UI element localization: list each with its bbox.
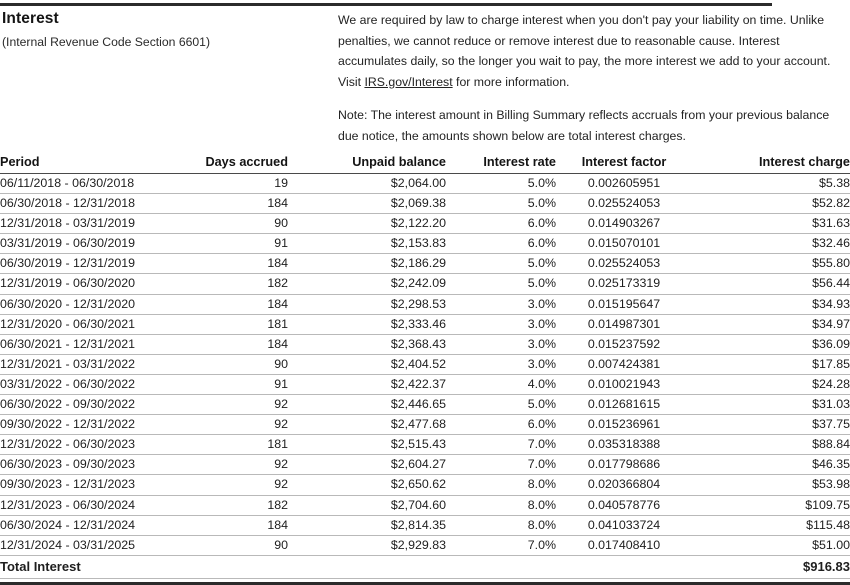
page-title: Interest [2, 10, 59, 27]
cell-days-accrued: 92 [196, 475, 288, 495]
cell-period: 06/30/2021 - 12/31/2021 [0, 334, 196, 354]
cell-days-accrued: 184 [196, 254, 288, 274]
cell-interest-rate: 7.0% [446, 455, 556, 475]
cell-days-accrued: 182 [196, 274, 288, 294]
cell-unpaid-balance: $2,404.52 [288, 354, 446, 374]
cell-period: 06/30/2023 - 09/30/2023 [0, 455, 196, 475]
explanation-text-part-one: We are required by law to charge interest when you don't pay your liability on time. Unlike penalties, we cannot reduce or remove interest due to reasonable cause. Interest accumulates daily, so the longer you wait to pay, the more interest we add to your account. Visit [338, 13, 831, 89]
cell-interest-charge: $34.97 [692, 314, 850, 334]
cell-period: 12/31/2021 - 03/31/2022 [0, 354, 196, 374]
cell-interest-charge: $17.85 [692, 354, 850, 374]
cell-interest-rate: 3.0% [446, 294, 556, 314]
table-row [0, 254, 850, 274]
table-row [0, 214, 850, 234]
explanatory-text-block [338, 10, 846, 146]
irs-interest-link[interactable]: IRS.gov/Interest [364, 74, 453, 89]
cell-unpaid-balance: $2,650.62 [288, 475, 446, 495]
cell-interest-rate: 5.0% [446, 194, 556, 214]
cell-days-accrued: 90 [196, 214, 288, 234]
cell-interest-rate: 5.0% [446, 395, 556, 415]
cell-days-accrued: 184 [196, 194, 288, 214]
column-header-interest-factor: Interest factor [556, 152, 692, 174]
cell-interest-factor: 0.025173319 [556, 274, 692, 294]
cell-interest-factor: 0.017798686 [556, 455, 692, 475]
cell-period: 12/31/2024 - 03/31/2025 [0, 535, 196, 555]
cell-interest-factor: 0.012681615 [556, 395, 692, 415]
cell-days-accrued: 184 [196, 334, 288, 354]
column-header-interest-charge: Interest charge [692, 152, 850, 174]
cell-days-accrued: 19 [196, 174, 288, 194]
cell-unpaid-balance: $2,368.43 [288, 334, 446, 354]
cell-unpaid-balance: $2,929.83 [288, 535, 446, 555]
billing-summary-note-paragraph: Note: The interest amount in Billing Summary reflects accruals from your previous balance due notice, the amounts shown below are total interest charges. [338, 108, 830, 143]
cell-days-accrued: 91 [196, 234, 288, 254]
cell-unpaid-balance: $2,186.29 [288, 254, 446, 274]
table-row [0, 174, 850, 194]
table-row [0, 234, 850, 254]
cell-days-accrued: 181 [196, 435, 288, 455]
table-row [0, 495, 850, 515]
cell-interest-factor: 0.015195647 [556, 294, 692, 314]
cell-period: 09/30/2022 - 12/31/2022 [0, 415, 196, 435]
table-row [0, 374, 850, 394]
cell-period: 12/31/2018 - 03/31/2019 [0, 214, 196, 234]
table-row [0, 334, 850, 354]
interest-header-section [0, 10, 850, 145]
cell-interest-rate: 4.0% [446, 374, 556, 394]
cell-interest-charge: $31.63 [692, 214, 850, 234]
cell-interest-rate: 7.0% [446, 435, 556, 455]
cell-interest-factor: 0.025524053 [556, 254, 692, 274]
cell-interest-charge: $53.98 [692, 475, 850, 495]
table-row [0, 274, 850, 294]
cell-interest-charge: $51.00 [692, 535, 850, 555]
cell-interest-rate: 5.0% [446, 174, 556, 194]
total-interest-row [0, 555, 850, 578]
cell-unpaid-balance: $2,515.43 [288, 435, 446, 455]
table-row [0, 515, 850, 535]
cell-interest-charge: $55.80 [692, 254, 850, 274]
column-header-unpaid-balance: Unpaid balance [288, 152, 446, 174]
cell-days-accrued: 181 [196, 314, 288, 334]
cell-interest-factor: 0.015236961 [556, 415, 692, 435]
cell-interest-rate: 3.0% [446, 314, 556, 334]
cell-unpaid-balance: $2,069.38 [288, 194, 446, 214]
cell-period: 06/11/2018 - 06/30/2018 [0, 174, 196, 194]
cell-interest-rate: 8.0% [446, 475, 556, 495]
table-row [0, 395, 850, 415]
cell-period: 06/30/2018 - 12/31/2018 [0, 194, 196, 214]
table-row [0, 415, 850, 435]
cell-interest-factor: 0.017408410 [556, 535, 692, 555]
table-row [0, 475, 850, 495]
cell-days-accrued: 90 [196, 535, 288, 555]
cell-days-accrued: 184 [196, 515, 288, 535]
cell-interest-charge: $36.09 [692, 334, 850, 354]
cell-unpaid-balance: $2,153.83 [288, 234, 446, 254]
cell-interest-factor: 0.010021943 [556, 374, 692, 394]
cell-interest-factor: 0.014987301 [556, 314, 692, 334]
cell-interest-charge: $5.38 [692, 174, 850, 194]
cell-days-accrued: 90 [196, 354, 288, 374]
cell-interest-factor: 0.007424381 [556, 354, 692, 374]
cell-days-accrued: 92 [196, 395, 288, 415]
cell-unpaid-balance: $2,704.60 [288, 495, 446, 515]
cell-interest-charge: $34.93 [692, 294, 850, 314]
cell-period: 03/31/2019 - 06/30/2019 [0, 234, 196, 254]
cell-unpaid-balance: $2,242.09 [288, 274, 446, 294]
cell-interest-rate: 5.0% [446, 254, 556, 274]
cell-interest-factor: 0.002605951 [556, 174, 692, 194]
cell-interest-charge: $115.48 [692, 515, 850, 535]
cell-days-accrued: 184 [196, 294, 288, 314]
cell-unpaid-balance: $2,298.53 [288, 294, 446, 314]
cell-interest-factor: 0.035318388 [556, 435, 692, 455]
cell-interest-factor: 0.015237592 [556, 334, 692, 354]
cell-interest-rate: 8.0% [446, 515, 556, 535]
cell-interest-rate: 7.0% [446, 535, 556, 555]
cell-period: 12/31/2020 - 06/30/2021 [0, 314, 196, 334]
cell-interest-charge: $32.46 [692, 234, 850, 254]
cell-interest-charge: $37.75 [692, 415, 850, 435]
cell-interest-rate: 8.0% [446, 495, 556, 515]
cell-days-accrued: 92 [196, 415, 288, 435]
table-row [0, 535, 850, 555]
cell-period: 06/30/2022 - 09/30/2022 [0, 395, 196, 415]
table-body [0, 174, 850, 579]
table-row [0, 294, 850, 314]
total-interest-amount: $916.83 [692, 555, 850, 578]
explanation-text-part-two: for more information. [452, 74, 570, 89]
interest-table-container [0, 152, 850, 579]
section-subtitle: (Internal Revenue Code Section 6601) [2, 35, 210, 49]
cell-period: 06/30/2019 - 12/31/2019 [0, 254, 196, 274]
column-header-days-accrued: Days accrued [196, 152, 288, 174]
column-header-interest-rate: Interest rate [446, 152, 556, 174]
cell-unpaid-balance: $2,422.37 [288, 374, 446, 394]
cell-interest-rate: 3.0% [446, 334, 556, 354]
cell-period: 12/31/2019 - 06/30/2020 [0, 274, 196, 294]
cell-interest-factor: 0.020366804 [556, 475, 692, 495]
cell-interest-factor: 0.041033724 [556, 515, 692, 535]
cell-period: 09/30/2023 - 12/31/2023 [0, 475, 196, 495]
cell-interest-charge: $109.75 [692, 495, 850, 515]
cell-unpaid-balance: $2,333.46 [288, 314, 446, 334]
column-header-period: Period [0, 152, 196, 174]
table-header-row [0, 152, 850, 174]
cell-unpaid-balance: $2,122.20 [288, 214, 446, 234]
cell-interest-rate: 5.0% [446, 274, 556, 294]
cell-interest-rate: 6.0% [446, 214, 556, 234]
cell-interest-charge: $31.03 [692, 395, 850, 415]
table-row [0, 194, 850, 214]
table-row [0, 435, 850, 455]
cell-period: 12/31/2022 - 06/30/2023 [0, 435, 196, 455]
table-row [0, 455, 850, 475]
interest-detail-table [0, 152, 850, 579]
table-header [0, 152, 850, 174]
cell-interest-charge: $52.82 [692, 194, 850, 214]
cell-unpaid-balance: $2,604.27 [288, 455, 446, 475]
cell-period: 06/30/2020 - 12/31/2020 [0, 294, 196, 314]
cell-unpaid-balance: $2,064.00 [288, 174, 446, 194]
cell-interest-rate: 6.0% [446, 234, 556, 254]
cell-interest-factor: 0.015070101 [556, 234, 692, 254]
cell-interest-rate: 3.0% [446, 354, 556, 374]
table-row [0, 314, 850, 334]
cell-interest-charge: $46.35 [692, 455, 850, 475]
cell-interest-factor: 0.025524053 [556, 194, 692, 214]
cell-interest-factor: 0.014903267 [556, 214, 692, 234]
table-row [0, 354, 850, 374]
cell-unpaid-balance: $2,477.68 [288, 415, 446, 435]
top-divider-rule [0, 3, 772, 6]
cell-interest-factor: 0.040578776 [556, 495, 692, 515]
cell-period: 03/31/2022 - 06/30/2022 [0, 374, 196, 394]
cell-unpaid-balance: $2,814.35 [288, 515, 446, 535]
cell-days-accrued: 91 [196, 374, 288, 394]
cell-interest-charge: $88.84 [692, 435, 850, 455]
cell-interest-charge: $24.28 [692, 374, 850, 394]
cell-days-accrued: 92 [196, 455, 288, 475]
cell-days-accrued: 182 [196, 495, 288, 515]
cell-period: 12/31/2023 - 06/30/2024 [0, 495, 196, 515]
interest-explanation-paragraph [338, 10, 846, 92]
section-heading-block [2, 10, 332, 50]
cell-period: 06/30/2024 - 12/31/2024 [0, 515, 196, 535]
total-interest-label: Total Interest [0, 555, 692, 578]
cell-unpaid-balance: $2,446.65 [288, 395, 446, 415]
cell-interest-rate: 6.0% [446, 415, 556, 435]
cell-interest-charge: $56.44 [692, 274, 850, 294]
